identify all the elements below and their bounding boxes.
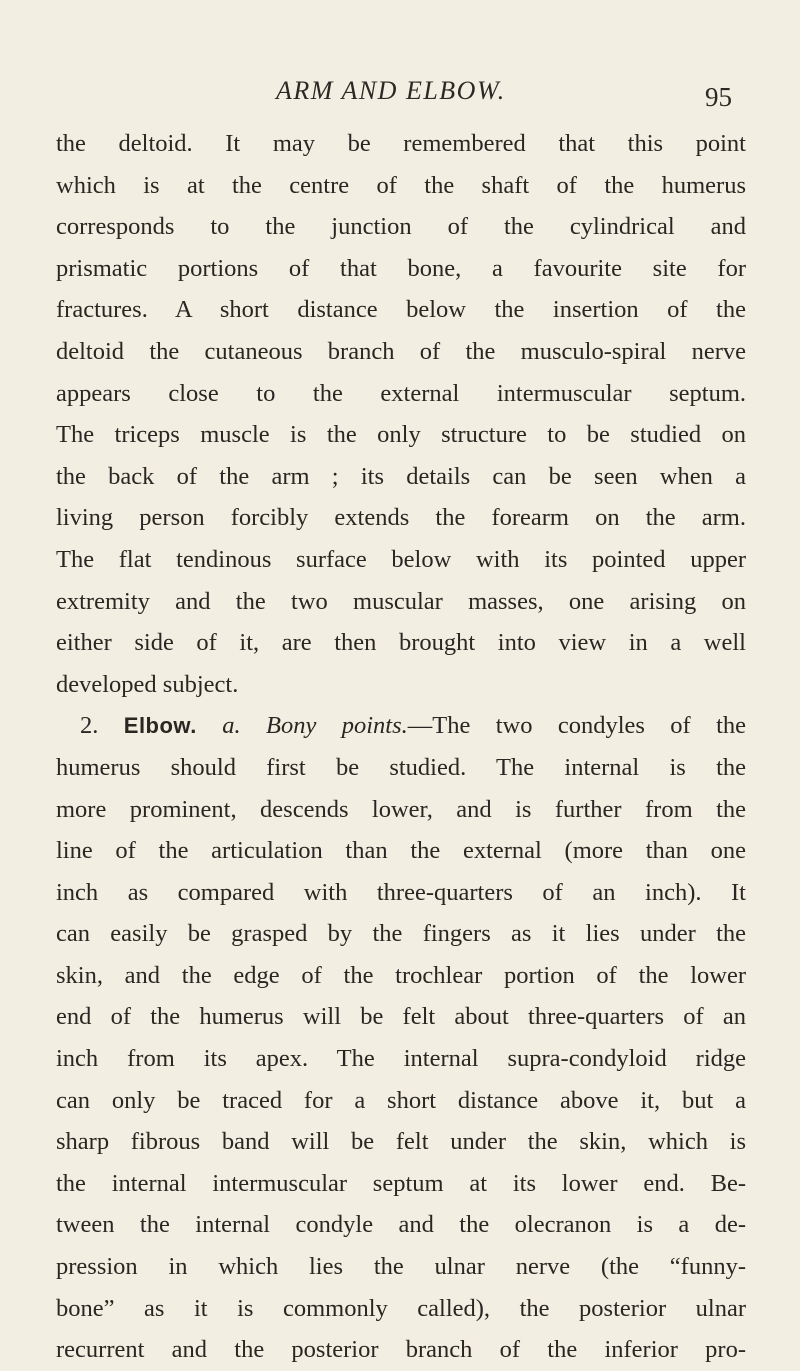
section-heading: Elbow.	[123, 713, 197, 739]
text-line: the deltoid. It may be remembered that this point	[56, 130, 746, 157]
section-heading-line	[56, 705, 746, 747]
text-line: developed subject.	[56, 670, 239, 698]
text-line: deltoid the cutaneous branch of the musculo-spiral nerve	[56, 337, 746, 365]
text-line: line of the articulation than the external (more than one	[56, 837, 746, 865]
text-line: inch from its apex. The internal supra-condyloid ridge	[56, 1045, 746, 1073]
text-line: fractures. A short distance below the insertion of the	[56, 296, 746, 324]
section-number: 2.	[80, 712, 99, 740]
text-line: The flat tendinous surface below with its pointed upper	[56, 545, 746, 573]
text-line: pression in which lies the ulnar nerve (the “funny-	[56, 1253, 746, 1281]
text-line: can only be traced for a short distance above it, but a	[56, 1086, 746, 1114]
text-line: tween the internal condyle and the olecranon is a de-	[56, 1211, 746, 1239]
text-line: end of the humerus will be felt about three-quarters of an	[56, 1003, 746, 1031]
text-line: either side of it, are then brought into view in a well	[56, 629, 746, 657]
text-line: The triceps muscle is the only structure to be studied on	[56, 421, 746, 449]
text-line: recurrent and the posterior branch of the inferior pro-	[56, 1336, 746, 1364]
text-line: inch as compared with three-quarters of an inch). It	[56, 878, 746, 906]
text-line: which is at the centre of the shaft of the humerus	[56, 171, 746, 199]
subsection-title: Bony points.	[266, 712, 408, 740]
text-line: living person forcibly extends the forearm on the arm.	[56, 504, 746, 532]
running-title: ARM AND ELBOW.	[276, 76, 506, 105]
body-text	[56, 123, 746, 1371]
page-number: 95	[705, 82, 732, 112]
subsection-letter: a.	[222, 712, 241, 740]
text-line: more prominent, descends lower, and is further from the	[56, 795, 746, 823]
text-line: bone” as it is commonly called), the posterior ulnar	[56, 1294, 746, 1322]
section-line-text: —The two condyles of the	[407, 712, 747, 740]
text-line: skin, and the edge of the trochlear portion of the lower	[56, 961, 746, 989]
text-line: the internal intermuscular septum at its lower end. Be-	[56, 1169, 746, 1197]
text-line: prismatic portions of that bone, a favourite site for	[56, 254, 746, 282]
running-head	[0, 76, 800, 112]
text-line: sharp fibrous band will be felt under the skin, which is	[56, 1128, 746, 1156]
text-line: the back of the arm ; its details can be seen when a	[56, 462, 746, 490]
text-line: extremity and the two muscular masses, one arising on	[56, 587, 746, 615]
text-line: corresponds to the junction of the cylindrical and	[56, 213, 746, 241]
text-line: humerus should first be studied. The internal is the	[56, 753, 746, 781]
text-line: appears close to the external intermuscular septum.	[56, 379, 746, 407]
text-line: can easily be grasped by the fingers as it lies under the	[56, 920, 746, 948]
